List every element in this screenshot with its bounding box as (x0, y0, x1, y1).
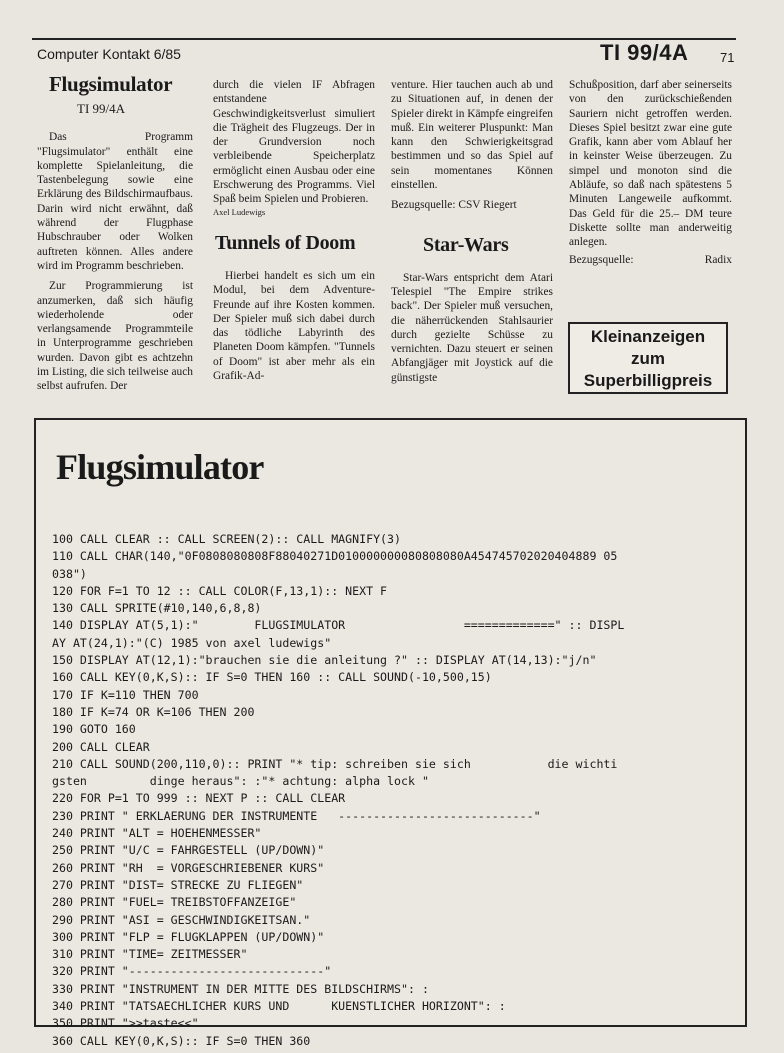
code-line: 200 CALL CLEAR (52, 739, 150, 754)
code-line: 150 DISPLAY AT(12,1):"brauchen sie die anleitung ?" :: DISPLAY AT(14,13):"j/n" (52, 653, 597, 668)
author-byline: Axel Ludewigs (213, 206, 266, 217)
paragraph: Schußposition, darf aber seinerseits von den zurückschießenden Sauriern nicht getroffen werden. Dieses Spiel besitzt zwar eine gute Grafik, kann aber vom Ablauf her in keinster Weise überzeugen. Zu simpel und monoton sind die Abläufe, so daß nach spätestens 5 Minuten Langeweile aufkommt. Das Geld für die 25.– DM teure Diskette sollte man anderweitig anlegen. (569, 79, 732, 249)
code-line: 130 CALL SPRITE(#10,140,6,8,8) (52, 601, 262, 616)
article-title-flugsimulator: Flugsimulator (49, 72, 173, 96)
article-title-tunnels-of-doom: Tunnels of Doom (215, 231, 356, 254)
paragraph: Star-Wars entspricht dem Atari Telespiel "The Empire strikes back". Der Spieler muß versuchen, die näherrückenden Stahlsaurier durch gezielte Schüsse zu vernichten. Dazu steuert er seinen Abfangjäger mit Joystick auf die günstigste (391, 271, 553, 384)
ad-line-3: Superbilligpreis (583, 371, 713, 390)
code-line: 250 PRINT "U/C = FAHRGESTELL (UP/DOWN)" (52, 843, 325, 858)
code-line: 320 PRINT "----------------------------" (52, 964, 332, 979)
paragraph: Hierbei handelt es sich um ein Modul, bei dem Adventure-Freunde auf ihre Kosten kommen. Der Spieler muß sich dabei durch das tödliche Labyrinth des Planeten Doom kämpfen. "Tunnels of Doom" ist aber mehr als ein Grafik-Ad- (213, 269, 375, 383)
paragraph: durch die vielen IF Abfragen entstandene Geschwindigkeitsverlust simuliert die Trägheit des Flugzeugs. Der in der Grundversion noch verbleibende Speicherplatz ermöglicht einen Ausbau oder eine Erschwerung des Programms. Viel Spaß beim Spielen und Probieren. (213, 79, 375, 206)
ad-line-1: Kleinanzeigen (590, 327, 706, 346)
code-line: 290 PRINT "ASI = GESCHWINDIGKEITSAN." (52, 912, 311, 927)
code-line: 120 FOR F=1 TO 12 :: CALL COLOR(F,13,1):: NEXT F (52, 583, 388, 598)
paragraph: venture. Hier tauchen auch ab und zu Situationen auf, in denen der Spieler direkt in Kämpfe eingreifen muß. Ein weiterer Pluspunkt: Man kann den Schwierigkeitsgrad bestimmen und so das Spiel auf sein momentanes Können einstellen. (391, 79, 553, 192)
code-line: 300 PRINT "FLP = FLUGKLAPPEN (UP/DOWN)" (52, 929, 325, 944)
listing-title: Flugsimulator (56, 447, 264, 487)
code-line: 160 CALL KEY(0,K,S):: IF S=0 THEN 160 :: CALL SOUND(-10,500,15) (52, 670, 492, 685)
code-line: gsten dinge heraus": :"* achtung: alpha lock " (52, 774, 429, 789)
section-title: TI 99/4A (600, 40, 689, 65)
magazine-issue: Computer Kontakt 6/85 (37, 46, 181, 62)
article-title-star-wars: Star-Wars (423, 233, 509, 256)
code-line: 190 GOTO 160 (52, 722, 136, 737)
page-number: 71 (720, 50, 735, 65)
source-line (569, 253, 732, 267)
code-line: 230 PRINT " ERKLAERUNG DER INSTRUMENTE ----------------------------" (52, 808, 541, 823)
code-line: 100 CALL CLEAR :: CALL SCREEN(2):: CALL MAGNIFY(3) (52, 532, 402, 546)
code-line: 038") (52, 566, 87, 581)
code-line: 350 PRINT ">>taste<<" (52, 1016, 199, 1031)
code-line: 180 IF K=74 OR K=106 THEN 200 (52, 704, 255, 719)
code-line: 330 PRINT "INSTRUMENT IN DER MITTE DES BILDSCHIRMS": : (52, 981, 429, 996)
paragraph: Zur Programmierung ist anzumerken, daß sich häufig wiederholende oder verlangsamende Programmteile in Unterprogramme geschrieben wurden. Davon gibt es achtzehn im Listing, die sich teilweise auch selbst aufrufen. Der (37, 280, 193, 393)
code-line: 260 PRINT "RH = VORGESCHRIEBENER KURS" (52, 860, 325, 875)
code-listing (52, 531, 742, 1050)
article-column-4 (569, 78, 732, 267)
source-label: Bezugsquelle: (569, 253, 634, 266)
article-column-3 (391, 78, 553, 391)
article-subtitle: TI 99/4A (77, 101, 126, 116)
code-line: 240 PRINT "ALT = HOEHENMESSER" (52, 826, 262, 841)
code-line: 220 FOR P=1 TO 999 :: NEXT P :: CALL CLEAR (52, 791, 346, 806)
code-line: 170 IF K=110 THEN 700 (52, 687, 199, 702)
classified-ad-box (568, 322, 728, 394)
article-column-1 (37, 72, 193, 400)
code-line: 110 CALL CHAR(140,"0F0808080808F88040271D010000000080808080A454745702020404889 05 (52, 549, 618, 564)
source-value: Radix (704, 253, 732, 266)
code-line: 340 PRINT "TATSAECHLICHER KURS UND KUENSTLICHER HORIZONT": : (52, 999, 506, 1014)
code-line: 210 CALL SOUND(200,110,0):: PRINT "* tip: schreiben sie sich die wichti (52, 756, 618, 771)
ad-line-2: zum (631, 349, 665, 368)
paragraph: Das Programm "Flugsimulator" enthält eine komplette Spielanleitung, die Tastenbelegung sowie eine Erklärung des Bildschirmaufbaus. Darin wird nicht erwähnt, daß während der Flugphase Hubschrauber oder Wolken auftreten können. Alles andere wird im Programm beschrieben. (37, 131, 193, 272)
code-line: 280 PRINT "FUEL= TREIBSTOFFANZEIGE" (52, 895, 297, 910)
code-line: 360 CALL KEY(0,K,S):: IF S=0 THEN 360 (52, 1033, 311, 1048)
source-line: Bezugsquelle: CSV Riegert (391, 199, 517, 212)
code-line: 270 PRINT "DIST= STRECKE ZU FLIEGEN" (52, 877, 304, 892)
code-line: 310 PRINT "TIME= ZEITMESSER" (52, 947, 248, 962)
article-column-2 (213, 78, 375, 389)
code-line: 140 DISPLAY AT(5,1):" FLUGSIMULATOR =============" :: DISPL (52, 618, 625, 633)
code-line: AY AT(24,1):"(C) 1985 von axel ludewigs" (52, 635, 332, 650)
